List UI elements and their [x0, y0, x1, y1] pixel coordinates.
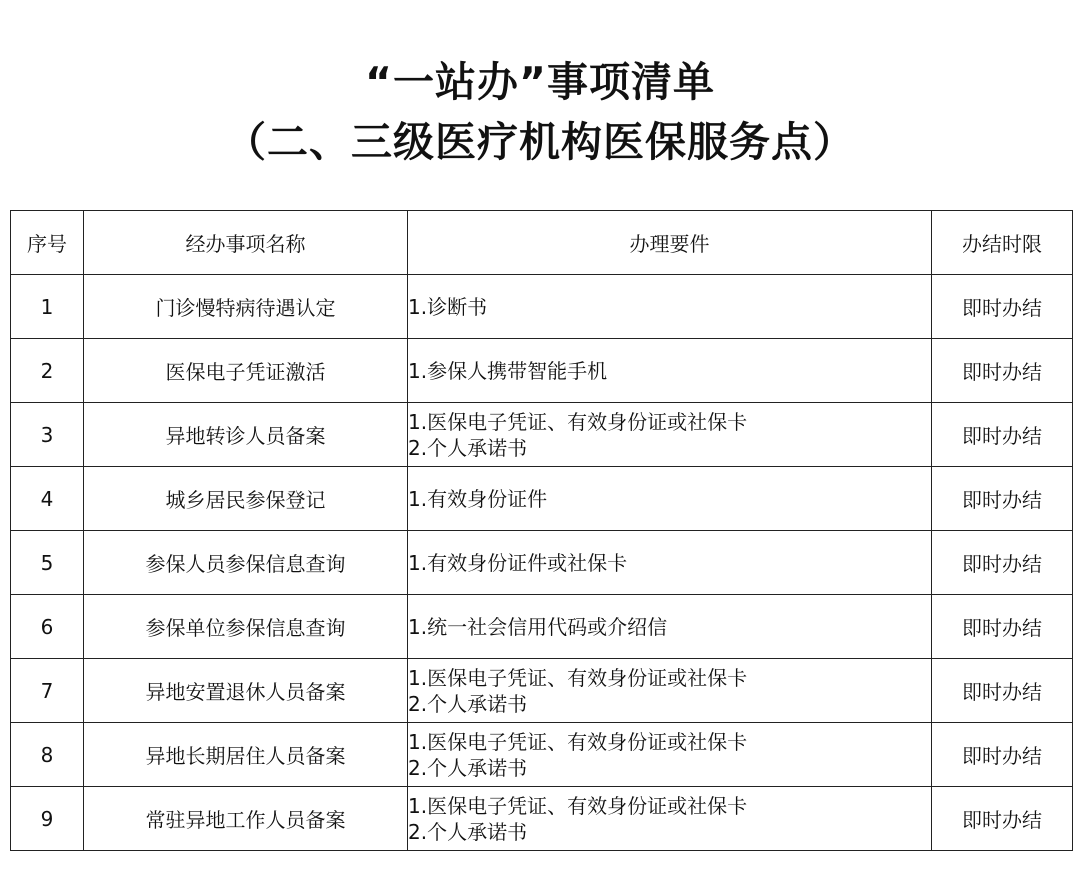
cell-no: 6 [11, 595, 84, 659]
cell-no: 3 [11, 403, 84, 467]
cell-no: 7 [11, 659, 84, 723]
table-row [11, 723, 1073, 787]
cell-requirements [408, 275, 932, 339]
cell-item-name: 异地安置退休人员备案 [84, 659, 408, 723]
cell-no: 9 [11, 787, 84, 851]
cell-time-limit: 即时办结 [932, 659, 1073, 723]
cell-time-limit: 即时办结 [932, 467, 1073, 531]
cell-no: 4 [11, 467, 84, 531]
requirement-line: 1.医保电子凭证、有效身份证或社保卡 [408, 793, 748, 818]
cell-item-name: 门诊慢特病待遇认定 [84, 275, 408, 339]
title-line-1: “一站办”事项清单 [365, 58, 715, 106]
cell-requirements [408, 723, 932, 787]
requirement-line: 1.有效身份证件或社保卡 [408, 550, 628, 575]
cell-requirements [408, 403, 932, 467]
cell-no: 8 [11, 723, 84, 787]
cell-requirements [408, 339, 932, 403]
requirement-line: 1.参保人携带智能手机 [408, 358, 608, 383]
cell-requirements [408, 467, 932, 531]
cell-time-limit: 即时办结 [932, 275, 1073, 339]
table-row [11, 467, 1073, 531]
requirement-line: 2.个人承诺书 [408, 435, 528, 460]
table-row [11, 531, 1073, 595]
cell-time-limit: 即时办结 [932, 339, 1073, 403]
service-items-table [10, 210, 1073, 851]
cell-item-name: 城乡居民参保登记 [84, 467, 408, 531]
cell-item-name: 参保人员参保信息查询 [84, 531, 408, 595]
cell-time-limit: 即时办结 [932, 531, 1073, 595]
cell-time-limit: 即时办结 [932, 787, 1073, 851]
table-row [11, 339, 1073, 403]
cell-no: 5 [11, 531, 84, 595]
table-row [11, 595, 1073, 659]
cell-item-name: 医保电子凭证激活 [84, 339, 408, 403]
table-row [11, 787, 1073, 851]
requirement-line: 1.统一社会信用代码或介绍信 [408, 614, 668, 639]
header-no: 序号 [11, 211, 84, 275]
table-header-row [11, 211, 1073, 275]
cell-no: 1 [11, 275, 84, 339]
header-item-name: 经办事项名称 [84, 211, 408, 275]
table-row [11, 659, 1073, 723]
document-title [0, 52, 1080, 172]
requirement-line: 1.医保电子凭证、有效身份证或社保卡 [408, 409, 748, 434]
cell-requirements [408, 659, 932, 723]
cell-item-name: 异地长期居住人员备案 [84, 723, 408, 787]
cell-no: 2 [11, 339, 84, 403]
requirement-line: 1.有效身份证件 [408, 486, 548, 511]
cell-time-limit: 即时办结 [932, 403, 1073, 467]
cell-item-name: 参保单位参保信息查询 [84, 595, 408, 659]
cell-time-limit: 即时办结 [932, 723, 1073, 787]
requirement-line: 2.个人承诺书 [408, 819, 528, 844]
header-time-limit: 办结时限 [932, 211, 1073, 275]
cell-requirements [408, 787, 932, 851]
title-line-2: （二、三级医疗机构医保服务点） [225, 118, 855, 166]
requirement-line: 1.医保电子凭证、有效身份证或社保卡 [408, 665, 748, 690]
table-row [11, 403, 1073, 467]
cell-requirements [408, 531, 932, 595]
cell-requirements [408, 595, 932, 659]
requirement-line: 2.个人承诺书 [408, 691, 528, 716]
cell-item-name: 异地转诊人员备案 [84, 403, 408, 467]
header-requirements: 办理要件 [408, 211, 932, 275]
cell-time-limit: 即时办结 [932, 595, 1073, 659]
requirement-line: 2.个人承诺书 [408, 755, 528, 780]
table-row [11, 275, 1073, 339]
requirement-line: 1.诊断书 [408, 294, 488, 319]
requirement-line: 1.医保电子凭证、有效身份证或社保卡 [408, 729, 748, 754]
cell-item-name: 常驻异地工作人员备案 [84, 787, 408, 851]
